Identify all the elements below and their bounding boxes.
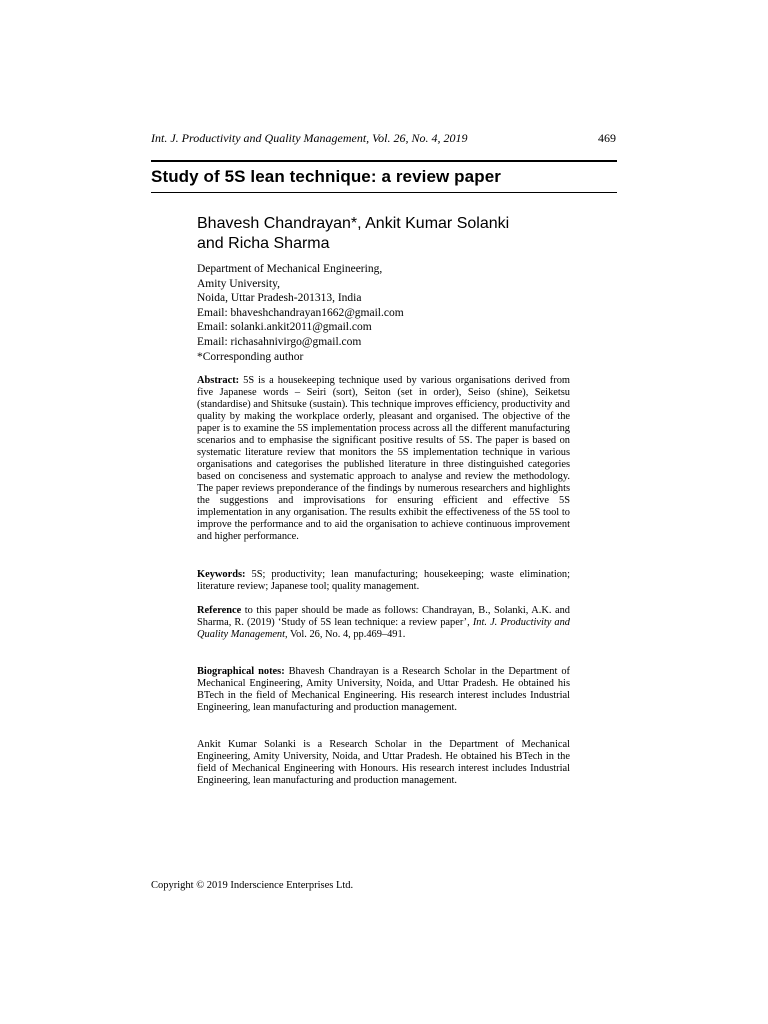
running-head: Int. J. Productivity and Quality Management, Vol. 26, No. 4, 2019 [151, 131, 468, 145]
affiliation-block [197, 262, 577, 364]
email-line: Email: solanki.ankit2011@gmail.com [197, 321, 372, 334]
affiliation-address: Noida, Uttar Pradesh-201313, India [197, 292, 362, 305]
copyright-notice: Copyright © 2019 Inderscience Enterprises Ltd. [151, 880, 354, 891]
author-line-1: Bhavesh Chandrayan*, Ankit Kumar Solanki [197, 215, 510, 232]
reference-journal: Int. J. Productivity and Quality Management [197, 617, 571, 640]
title-bottom-rule [151, 192, 617, 193]
bio-paragraph-2 [197, 739, 570, 787]
reference-label: Reference [197, 605, 242, 616]
reference-paragraph [197, 605, 570, 641]
author-list [197, 214, 577, 254]
keywords-label: Keywords: [197, 569, 246, 580]
bio-label: Biographical notes: [197, 666, 285, 677]
title-top-rule [151, 160, 617, 162]
abstract-text: 5S is a housekeeping technique used by various organisations derived from five Japanese words – Seiri (sort), Seiton (set in order), Seiso (shine), Seiketsu (standardise) and Shitsuke (sustain). This technique improves efficiency, productivity and quality by making the workplace orderly, pleasant and organised. The objective of the paper is to examine the 5S implementation process across all the different manufacturing scenarios and to emphasise the significant positive results of 5S. The paper is based on systematic literature review that monitors the 5S implementation technique in various organisations and categorises the published literature in three distinguished categories based on conciseness and systematic approach to analyse and review the methodology. The paper reviews preponderance of the findings by numerous researchers and highlights the suggestions and improvisations for ensuring efficient and effective 5S implementation in any organisation. The results exhibit the effectiveness of the 5S tool to improve the performance and to aid the organisation to achieve continuous improvement and higher performance. [197, 375, 570, 542]
reference-volume: , Vol. 26, No. 4, pp.469–491. [285, 629, 406, 640]
bio-text-1: Bhavesh Chandrayan is a Research Scholar in the Department of Mechanical Engineering, Amity University, Noida, and Uttar Pradesh. He obtained his BTech in the field of Mechanical Engineering. His research interest includes Industrial Engineering, lean manufacturing and production management. [197, 666, 570, 713]
abstract-label: Abstract: [197, 375, 240, 386]
keywords-paragraph [197, 569, 570, 593]
page-number: 469 [598, 131, 616, 145]
keywords-text: 5S; productivity; lean manufacturing; housekeeping; waste elimination; literature review; Japanese tool; quality management. [197, 569, 570, 592]
bio-paragraph-1 [197, 666, 570, 714]
corresponding-author-note: *Corresponding author [197, 350, 304, 363]
abstract-paragraph [197, 375, 570, 543]
affiliation-department: Department of Mechanical Engineering, [197, 263, 383, 275]
email-line: Email: richasahnivirgo@gmail.com [197, 335, 362, 348]
email-line: Email: bhaveshchandrayan1662@gmail.com [197, 306, 404, 319]
author-line-2: and Richa Sharma [197, 235, 330, 252]
reference-text: to this paper should be made as follows: Chandrayan, B., Solanki, A.K. and Sharma, R. (2019) ‘Study of 5S lean technique: a review paper’, [197, 605, 570, 628]
affiliation-university: Amity University, [197, 277, 280, 290]
bio-text-2: Ankit Kumar Solanki is a Research Scholar in the Department of Mechanical Engineering, Amity University, Noida, and Uttar Pradesh. He obtained his BTech in the field of Mechanical Engineering with Honours. His research interest includes Industrial Engineering, lean manufacturing and production management. [197, 739, 570, 786]
paper-title: Study of 5S lean technique: a review paper [151, 167, 501, 186]
